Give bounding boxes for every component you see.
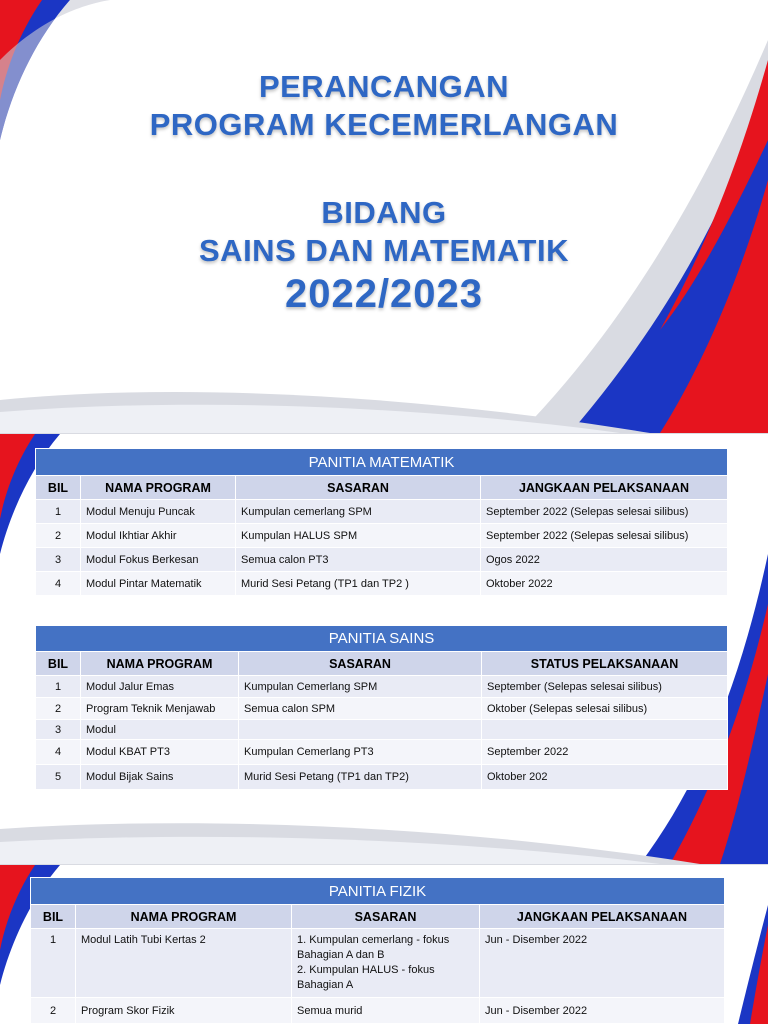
- cover-year: 2022/2023: [284, 272, 484, 316]
- cover-subtitle-line1: BIDANG: [321, 195, 447, 230]
- cover-slide: [0, 0, 768, 433]
- cell-sasaran: Kumpulan HALUS SPM: [236, 524, 481, 548]
- cell-program: Modul Fokus Berkesan: [81, 548, 236, 572]
- table-row: [36, 720, 728, 740]
- cell-bil: 2: [36, 698, 81, 720]
- sasaran-item: 2. Kumpulan HALUS - fokus Bahagian A: [297, 964, 435, 991]
- cell-program: Program Skor Fizik: [76, 998, 292, 1024]
- fizik-col-bil: BIL: [31, 905, 76, 929]
- cell-program: Modul Latih Tubi Kertas 2: [76, 929, 292, 998]
- cell-sasaran: Semua calon PT3: [236, 548, 481, 572]
- cell-sasaran: Kumpulan Cemerlang PT3: [239, 740, 482, 765]
- cell-program: Program Teknik Menjawab: [81, 698, 239, 720]
- matematik-sains-slide: [0, 434, 768, 864]
- cell-status: Oktober 202: [482, 765, 728, 790]
- cell-bil: 2: [31, 998, 76, 1024]
- cell-jangkaan: September 2022 (Selepas selesai silibus): [481, 524, 728, 548]
- table-row: [31, 929, 725, 998]
- table-row: [31, 998, 725, 1024]
- cell-jangkaan: Oktober 2022: [481, 572, 728, 596]
- table-row: [36, 765, 728, 790]
- cell-sasaran: Murid Sesi Petang (TP1 dan TP2): [239, 765, 482, 790]
- cell-sasaran: Murid Sesi Petang (TP1 dan TP2 ): [236, 572, 481, 596]
- cell-program: Modul Jalur Emas: [81, 676, 239, 698]
- cover-subtitle-line2: SAINS DAN MATEMATIK: [199, 233, 569, 268]
- sains-col-program: NAMA PROGRAM: [81, 652, 239, 676]
- sains-col-bil: BIL: [36, 652, 81, 676]
- matematik-col-program: NAMA PROGRAM: [81, 476, 236, 500]
- cover-title-line2: PROGRAM KECEMERLANGAN: [149, 107, 619, 142]
- cell-program: Modul Pintar Matematik: [81, 572, 236, 596]
- cover-title: [0, 68, 768, 144]
- fizik-col-sasaran: SASARAN: [292, 905, 480, 929]
- sains-title: PANITIA SAINS: [36, 626, 728, 652]
- cell-program: Modul Menuju Puncak: [81, 500, 236, 524]
- cell-status: Oktober (Selepas selesai silibus): [482, 698, 728, 720]
- cell-status: September 2022: [482, 740, 728, 765]
- cell-bil: 4: [36, 740, 81, 765]
- cover-title-line1: PERANCANGAN: [258, 69, 510, 104]
- matematik-col-bil: BIL: [36, 476, 81, 500]
- sains-col-sasaran: SASARAN: [239, 652, 482, 676]
- fizik-table: [30, 877, 725, 1024]
- fizik-col-program: NAMA PROGRAM: [76, 905, 292, 929]
- cell-bil: 2: [36, 524, 81, 548]
- fizik-title: PANITIA FIZIK: [31, 878, 725, 905]
- cell-jangkaan: Jun - Disember 2022: [480, 929, 725, 998]
- matematik-col-jangkaan: JANGKAAN PELAKSANAAN: [481, 476, 728, 500]
- cell-program: Modul Ikhtiar Akhir: [81, 524, 236, 548]
- fizik-col-jangkaan: JANGKAAN PELAKSANAAN: [480, 905, 725, 929]
- matematik-table: [35, 448, 728, 596]
- fizik-slide: [0, 865, 768, 1024]
- cell-status: September (Selepas selesai silibus): [482, 676, 728, 698]
- sasaran-item: 1. Kumpulan cemerlang - fokus Bahagian A dan B: [297, 934, 450, 961]
- table-row: [36, 548, 728, 572]
- cell-bil: 1: [36, 676, 81, 698]
- cell-program: Modul Bijak Sains: [81, 765, 239, 790]
- cell-sasaran: [239, 720, 482, 740]
- matematik-title: PANITIA MATEMATIK: [36, 449, 728, 476]
- table-row: [36, 500, 728, 524]
- cell-program: Modul: [81, 720, 239, 740]
- cell-sasaran: Kumpulan Cemerlang SPM: [239, 676, 482, 698]
- table-row: [36, 572, 728, 596]
- cell-sasaran: [292, 929, 480, 998]
- cover-subtitle: [0, 194, 768, 318]
- cell-jangkaan: Jun - Disember 2022: [480, 998, 725, 1024]
- cell-bil: 1: [31, 929, 76, 998]
- cell-bil: 5: [36, 765, 81, 790]
- cell-bil: 1: [36, 500, 81, 524]
- cell-sasaran: Semua calon SPM: [239, 698, 482, 720]
- table-row: [36, 524, 728, 548]
- cell-bil: 4: [36, 572, 81, 596]
- cell-sasaran: Semua murid: [292, 998, 480, 1024]
- cell-sasaran: Kumpulan cemerlang SPM: [236, 500, 481, 524]
- cell-bil: 3: [36, 720, 81, 740]
- cell-jangkaan: September 2022 (Selepas selesai silibus): [481, 500, 728, 524]
- table-row: [36, 676, 728, 698]
- cell-program: Modul KBAT PT3: [81, 740, 239, 765]
- table-row: [36, 740, 728, 765]
- cell-status: [482, 720, 728, 740]
- sains-table: [35, 625, 728, 790]
- cell-jangkaan: Ogos 2022: [481, 548, 728, 572]
- matematik-col-sasaran: SASARAN: [236, 476, 481, 500]
- table-row: [36, 698, 728, 720]
- sains-col-status: STATUS PELAKSANAAN: [482, 652, 728, 676]
- cell-bil: 3: [36, 548, 81, 572]
